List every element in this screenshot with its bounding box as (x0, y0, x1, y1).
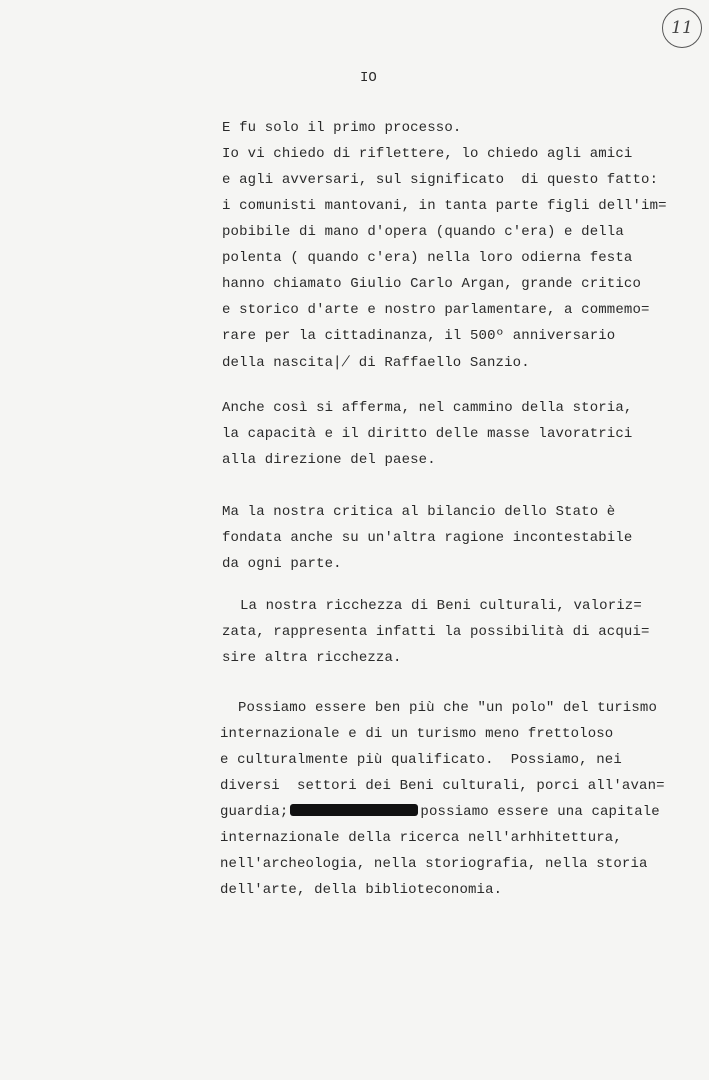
text-line: pobibile di mano d'opera (quando c'era) e della (222, 224, 624, 240)
text-line: sire altra ricchezza. (222, 650, 402, 666)
sheet-number: 11 (671, 18, 693, 38)
text-line: polenta ( quando c'era) nella loro odierna festa (222, 250, 633, 266)
text-line: internazionale della ricerca nell'arhhitettura, (220, 830, 622, 846)
text-line: fondata anche su un'altra ragione incontestabile (222, 530, 633, 546)
text-line: E fu solo il primo processo. (222, 120, 462, 136)
text-fragment: possiamo essere una capitale (420, 804, 660, 820)
text-line: i comunisti mantovani, in tanta parte figli dell'im= (222, 198, 667, 214)
text-line: Io vi chiedo di riflettere, lo chiedo agli amici (222, 146, 633, 162)
text-line: e agli avversari, sul significato di questo fatto: (222, 172, 659, 188)
redaction-mark (290, 804, 418, 816)
text-line: la capacità e il diritto delle masse lavoratrici (222, 426, 633, 442)
page-number: IO (360, 70, 377, 86)
text-line: Anche così si afferma, nel cammino della storia, (222, 400, 633, 416)
text-line: diversi settori dei Beni culturali, porci all'avan= (220, 778, 665, 794)
text-line: da ogni parte. (222, 556, 342, 572)
text-line: internazionale e di un turismo meno frettoloso (220, 726, 614, 742)
text-line-with-redaction (220, 804, 660, 820)
text-line: e storico d'arte e nostro parlamentare, a commemo= (222, 302, 650, 318)
text-fragment: guardia; (220, 804, 289, 820)
text-line: hanno chiamato Giulio Carlo Argan, grande critico (222, 276, 642, 292)
text-line: alla direzione del paese. (222, 452, 436, 468)
text-line: zata, rappresenta infatti la possibilità di acqui= (222, 624, 650, 640)
text-line: rare per la cittadinanza, il 500º anniversario (222, 328, 616, 344)
sheet-number-stamp (662, 8, 702, 48)
text-line: della nascita∤ di Raffaello Sanzio. (222, 355, 530, 371)
text-line: e culturalmente più qualificato. Possiamo, nei (220, 752, 622, 768)
text-line: Ma la nostra critica al bilancio dello Stato è (222, 504, 616, 520)
text-line: dell'arte, della biblioteconomia. (220, 882, 503, 898)
text-line: La nostra ricchezza di Beni culturali, valoriz= (240, 598, 642, 614)
text-line: Possiamo essere ben più che "un polo" del turismo (238, 700, 658, 716)
text-line: nell'archeologia, nella storiografia, nella storia (220, 856, 648, 872)
